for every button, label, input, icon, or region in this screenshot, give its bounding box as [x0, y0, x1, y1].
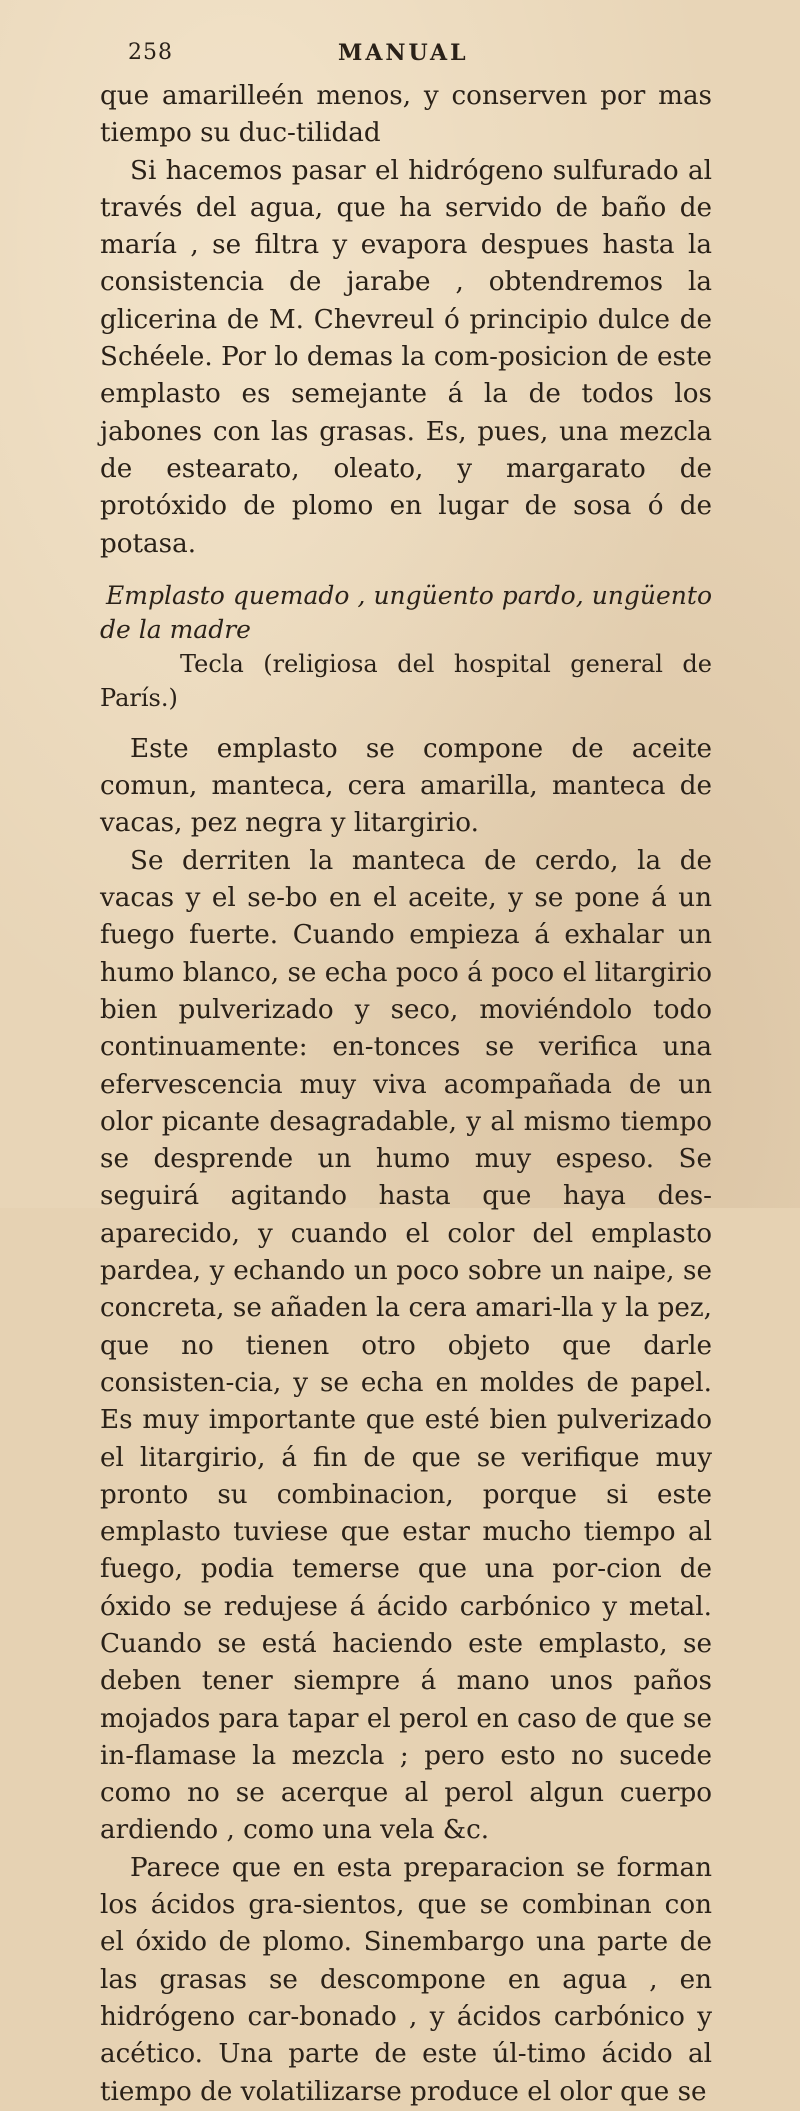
paragraph-glicerina: Si hacemos pasar el hidrógeno sulfurado al través del agua, que ha servido de baño de maría , se filtra y evapora despues hasta la consistencia de jarabe , obtendremos la glicerina de M. Chevreul ó principio dulce de Schéele. Por lo demas la com-posicion de este emplasto es semejante á la de todos los jabones con las grasas. Es, pues, una mezcla de estearato, oleato, y margarato de protóxido de plomo en lugar de sosa ó de potasa. — [100, 155, 712, 559]
paragraph-continuation: que amarilleén menos, y conserven por mas tiempo su duc-tilidad — [100, 81, 712, 149]
section-title: Emplasto quemado , ungüento pardo, ungüento de la madre — [100, 580, 712, 644]
paragraph-chemistry: Parece que en esta preparacion se forman los ácidos gra-sientos, que se combinan con el óxido de plomo. Sinembargo una parte de las grasas se descompone en agua , en hidrógeno car-bonado , y ácidos carbónico y acético. Una parte de este úl-timo ácido al tiempo de volatilizarse produce el olor que se — [100, 1852, 712, 2107]
section-title-subtitle: Tecla (religiosa del hospital general de París.) — [100, 649, 712, 712]
page-header — [128, 40, 704, 70]
page-body — [100, 78, 712, 2111]
running-head: MANUAL — [338, 40, 469, 66]
paragraph-procedure: Se derriten la manteca de cerdo, la de vacas y el se-bo en el aceite, y se pone á un fuego fuerte. Cuando empieza á exhalar un humo blanco, se echa poco á poco el litargirio bien pulverizado y seco, moviéndolo todo continuamente: en-tonces se verifica una efervescencia muy viva acompañada de un olor picante desagradable, y al mismo tiempo se desprende un humo muy espeso. Se seguirá agitando hasta que haya des-aparecido, y cuando el color del emplasto pardea, y echando un poco sobre un naipe, se concreta, se añaden la cera amari-lla y la pez, que no tienen otro objeto que darle consisten-cia, y se echa en moldes de papel. Es muy importante que esté bien pulverizado el litargirio, á fin de que se verifique muy pronto su combinacion, porque si este emplasto tuviese que estar mucho tiempo al fuego, podia temerse que una por-cion de óxido se redujese á ácido carbónico y metal. Cuando se está haciendo este emplasto, se deben tener siempre á mano unos paños mojados para tapar el perol en caso de que se in-flamase la mezcla ; pero esto no sucede como no se acerque al perol algun cuerpo ardiendo , como una vela &c. — [100, 845, 712, 1846]
paragraph-ingredients: Este emplasto se compone de aceite comun, manteca, cera amarilla, manteca de vacas, pez negra y litargirio. — [100, 733, 712, 839]
page-number: 258 — [128, 40, 173, 65]
